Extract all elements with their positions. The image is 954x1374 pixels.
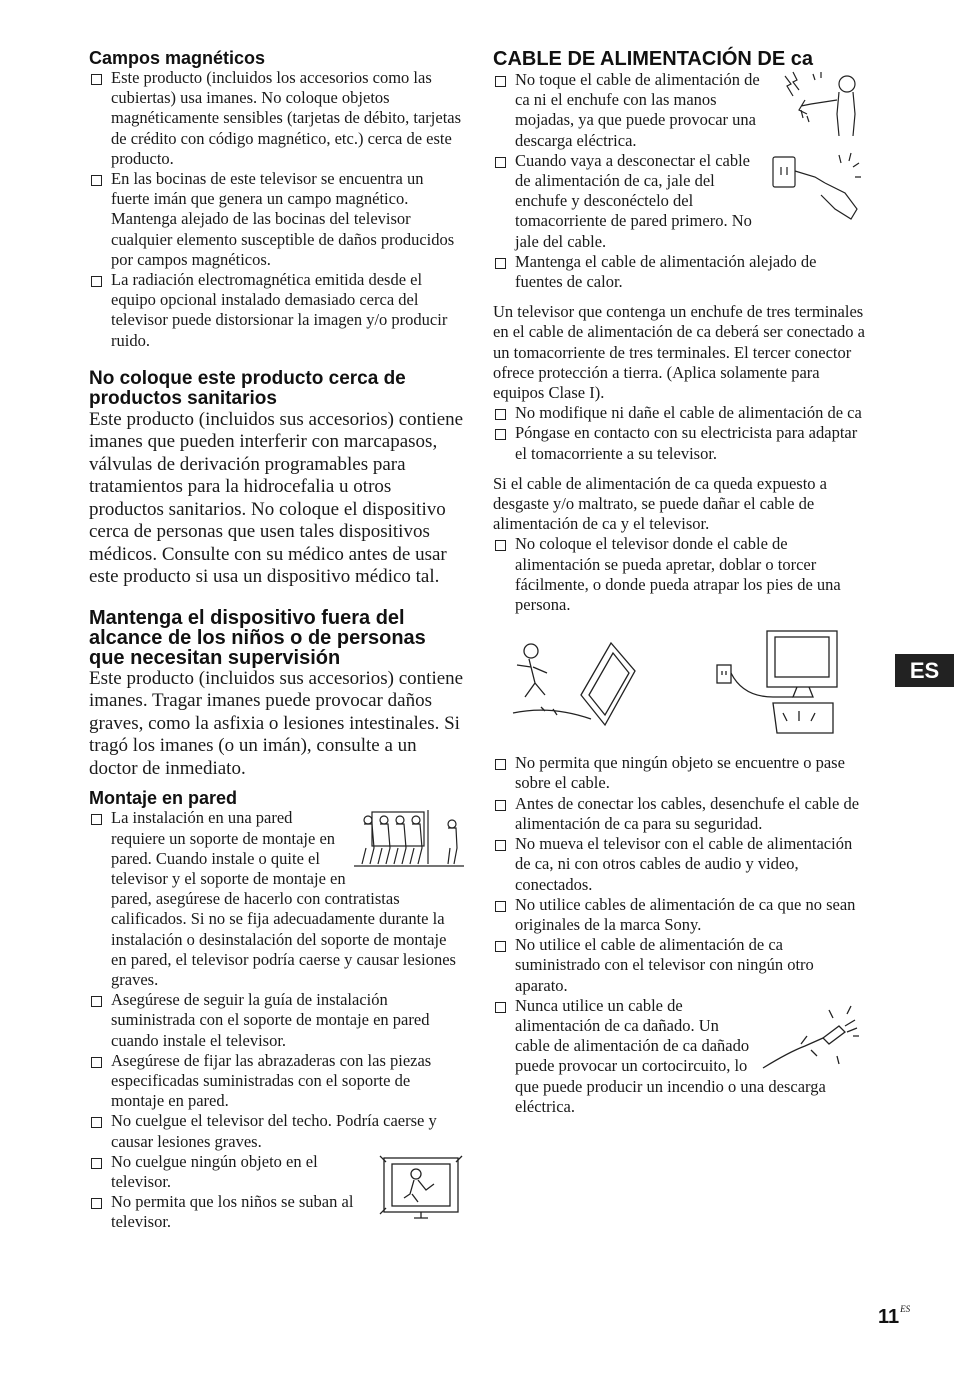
- children-heading: Mantenga el dispositivo fuera del alcance de los niños o de personas que necesitan supervisión: [89, 606, 426, 669]
- list-item: No modifique ni dañe el cable de alimentación de ca: [493, 403, 865, 423]
- power-cable-list-a: [493, 70, 865, 292]
- left-column: [89, 48, 464, 1233]
- medical-devices-text: Este producto (incluidos sus accesorios) contiene imanes que pueden interferir con marcapasos, válvulas de derivación programables para tratamientos para la hidrocefalia u otros productos sanitarios. No coloque el dispositivo cerca de personas que usen tales dispositivos médicos. Consulte con su médico antes de usar este producto si usa un dispositivo médico tal.: [89, 408, 464, 588]
- power-cable-list-c: [493, 534, 865, 615]
- magnetic-fields-list: [89, 68, 464, 351]
- list-item: Póngase en contacto con su electricista para adaptar el tomacorriente a su televisor.: [493, 423, 865, 463]
- grounding-paragraph: Un televisor que contenga un enchufe de tres terminales en el cable de alimentación de ca deberá ser conectado a un tomacorriente de tres terminales. El tercer conector ofrece protección a tierra. (Aplica solamente para equipos Clase I).: [493, 302, 865, 403]
- power-cable-heading: CABLE DE ALIMENTACIÓN DE ca: [493, 48, 814, 70]
- list-item: No utilice el cable de alimentación de ca suministrado con el televisor con ningún otro aparato.: [493, 935, 865, 996]
- wall-mount-installers-illustration: [354, 808, 464, 870]
- medical-devices-heading: No coloque este producto cerca de productos sanitarios: [89, 367, 406, 409]
- list-item: En las bocinas de este televisor se encuentra un fuerte imán que genera un campo magnético. Mantenga alejado de las bocinas del televisor cualquier elemento susceptible de daños producidos por campos magnéticos.: [89, 169, 464, 270]
- list-item-text: Cuando vaya a desconectar el cable de alimentación de ca, jale del enchufe y desconéctelo del tomacorriente de pared primero. No jale del cable.: [515, 150, 752, 251]
- children-text: Este producto (incluidos sus accesorios) contiene imanes. Tragar imanes puede provocar daños graves, como la asfixia o lesiones intestinales. Si tragó los imanes (o un imán), consulte a un doctor de inmediato.: [89, 667, 464, 779]
- list-item: No coloque el televisor donde el cable de alimentación se pueda apretar, doblar o torcer fácilmente, o donde pueda atrapar los pies de una persona.: [493, 534, 865, 615]
- list-item: Antes de conectar los cables, desenchufe el cable de alimentación de ca para su seguridad.: [493, 794, 865, 834]
- list-item: [89, 1152, 464, 1192]
- magnetic-fields-heading: Campos magnéticos: [89, 48, 266, 68]
- list-item: [89, 808, 464, 990]
- list-item: Asegúrese de fijar las abrazaderas con las piezas especificadas suministradas con el soporte de montaje en pared.: [89, 1051, 464, 1112]
- list-item: No cuelgue el televisor del techo. Podría caerse y causar lesiones graves.: [89, 1111, 464, 1151]
- right-column: [493, 48, 865, 1117]
- list-item-text: Nunca utilice un cable de alimentación de ca dañado. Un cable de alimentación de ca dañado puede provocar un cortocircuito, lo que puede producir un incendio o una descarga eléctrica.: [515, 995, 826, 1116]
- list-item-text: No cuelgue ningún objeto en el televisor.: [111, 1151, 318, 1191]
- list-item: No permita que ningún objeto se encuentre o pase sobre el cable.: [493, 753, 865, 793]
- list-item: Mantenga el cable de alimentación alejado de fuentes de calor.: [493, 252, 865, 292]
- wet-hands-shock-illustration: [781, 70, 865, 140]
- damaged-cable-illustration: [759, 996, 863, 1076]
- tripping-over-cable-illustration: [511, 635, 637, 727]
- wear-paragraph: Si el cable de alimentación de ca queda expuesto a desgaste y/o maltrato, se puede dañar el cable de alimentación de ca y el televisor.: [493, 473, 827, 534]
- power-cable-list-d: [493, 753, 865, 1117]
- list-item: Asegúrese de seguir la guía de instalación suministrada con el soporte de montaje en pared cuando instale el televisor.: [89, 990, 464, 1051]
- page-number-value: 11: [878, 1306, 900, 1328]
- unplug-by-plug-illustration: [767, 149, 865, 225]
- list-item-text: La instalación en una pared requiere un soporte de montaje en pared. Cuando instale o quite el televisor y el soporte de montaje en pared, asegúrese de hacerlo con contratistas calificados. Si no se fija adecuadamente durante la instalación o desinstalación del soporte de montaje en pared, el televisor podría caerse y causar lesiones graves.: [111, 808, 456, 989]
- language-tab: ES: [895, 654, 954, 687]
- page-number-lang: ES: [900, 1304, 911, 1314]
- list-item: [493, 151, 865, 252]
- list-item: Este producto (incluidos los accesorios como las cubiertas) usa imanes. No coloque objetos magnéticamente sensibles (tarjetas de débito, tarjetas de crédito con código magnético, etc.) cerca de este producto.: [89, 68, 464, 169]
- list-item: [493, 996, 865, 1117]
- tv-on-cable-illustration: [713, 627, 841, 735]
- wall-mount-list: [89, 808, 464, 1232]
- list-item: No mueva el televisor con el cable de alimentación de ca, ni con otros cables de audio y video, conectados.: [493, 834, 865, 895]
- list-item: No permita que los niños se suban al televisor.: [89, 1192, 464, 1232]
- cable-hazard-illustrations: [493, 619, 865, 745]
- list-item: No utilice cables de alimentación de ca que no sean originales de la marca Sony.: [493, 895, 865, 935]
- list-item: [493, 70, 865, 151]
- list-item: La radiación electromagnética emitida desde el equipo opcional instalado demasiado cerca del televisor puede distorsionar la imagen y/o producir ruido.: [89, 270, 464, 351]
- wall-mount-heading: Montaje en pared: [89, 788, 238, 809]
- page-number: [878, 1306, 910, 1329]
- list-item-text: No toque el cable de alimentación de ca ni el enchufe con las manos mojadas, ya que puede provocar una descarga eléctrica.: [515, 70, 760, 150]
- power-cable-list-b: [493, 403, 865, 464]
